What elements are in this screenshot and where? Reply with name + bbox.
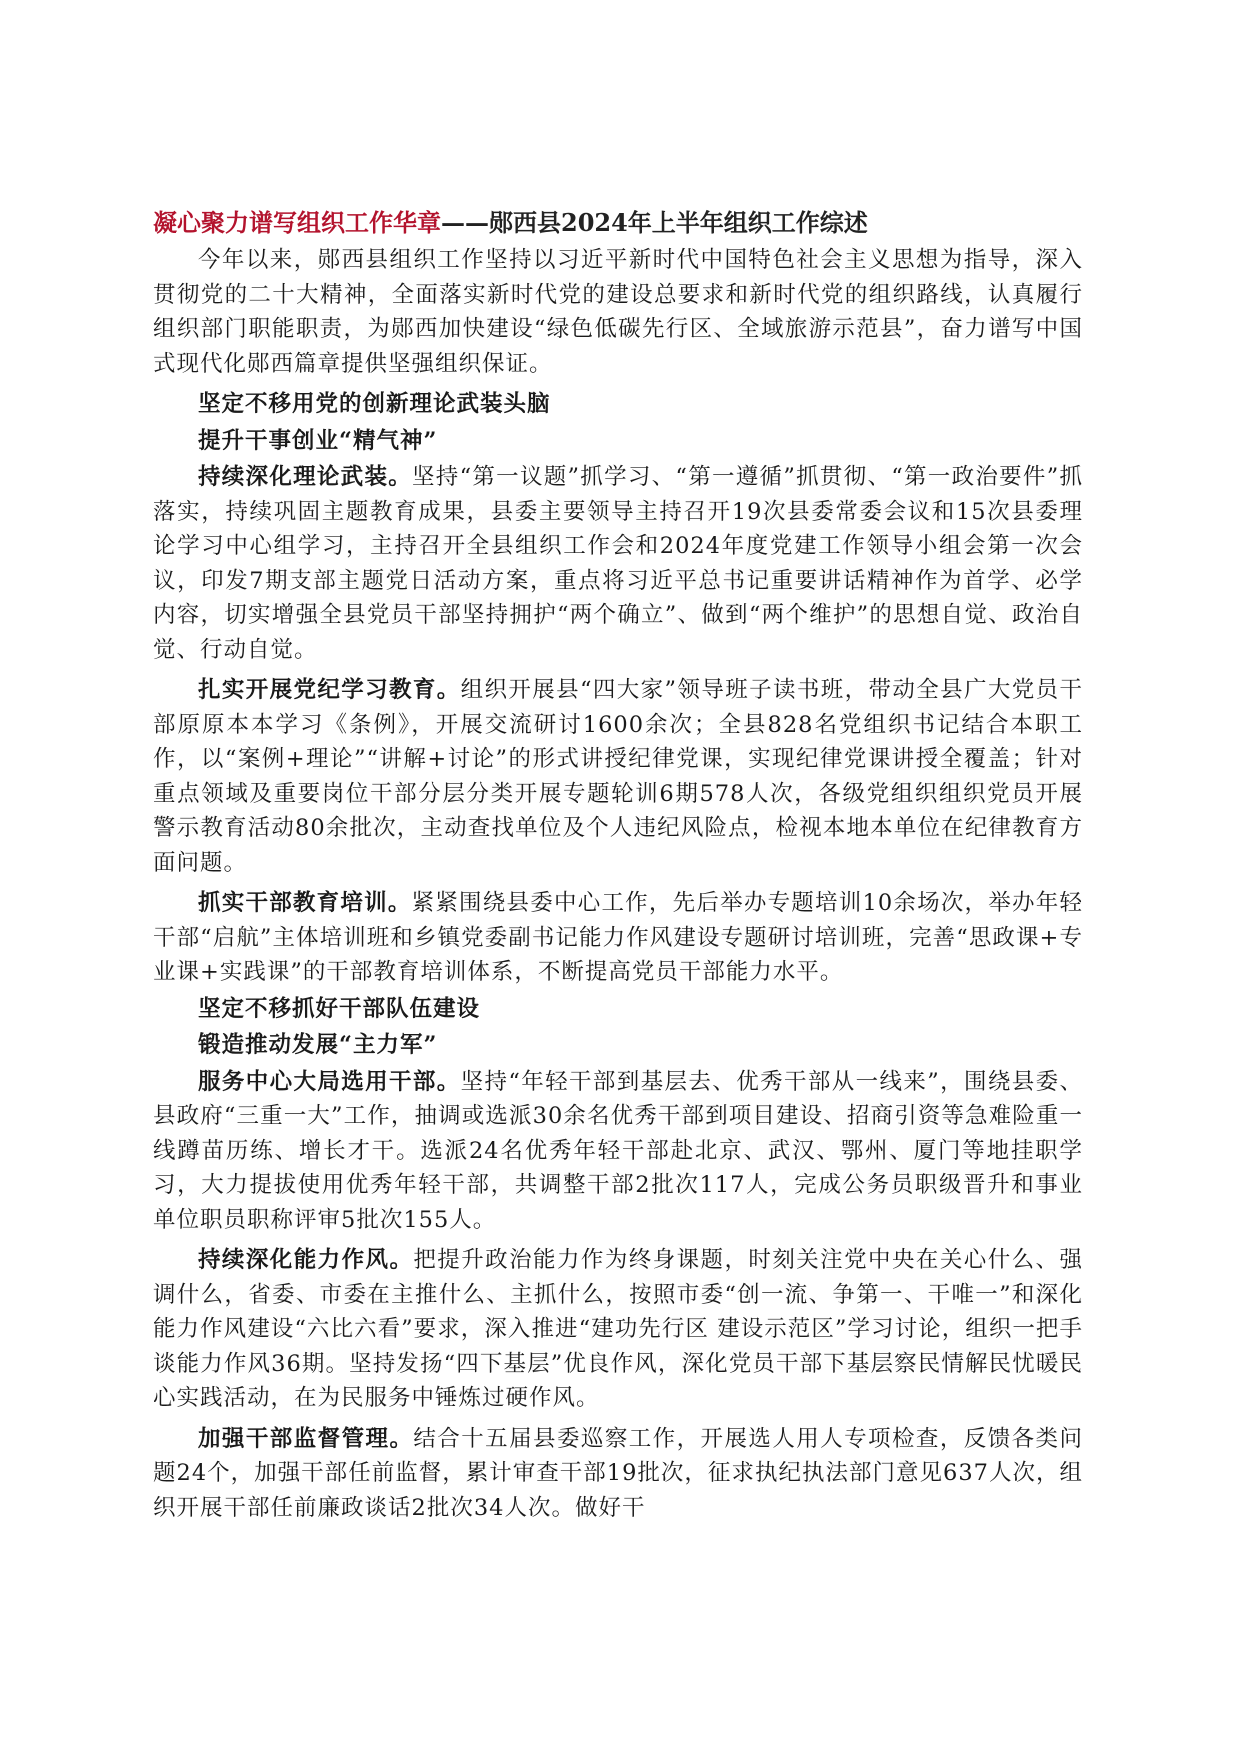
paragraph-lead: 加强干部监督管理。 xyxy=(198,1425,414,1452)
paragraph-body: 组织开展县“四大家”领导班子读书班，带动全县广大党员干部原原本本学习《条例》，开展交流研讨1600余次；全县828名党组织书记结合本职工作，以“案例+理论”“讲解+讨论”的形式讲授纪律党课，实现纪律党课讲授全覆盖；针对重点领域及重要岗位干部分层分类开展专题轮训6期578人次，各级党组织组织党员开展警示教育活动80余批次，主动查找单位及个人违纪风险点，检视本地本单位在纪律教育方面问题。 xyxy=(153,677,1083,876)
article-body xyxy=(153,205,1083,1525)
paragraph-lead: 持续深化能力作风。 xyxy=(198,1247,414,1273)
section1-paragraph-2 xyxy=(153,673,1083,880)
paragraph-body: 坚持“年轻干部到基层去、优秀干部从一线来”，围绕县委、县政府“三重一大”工作，抽调或选派30余名优秀干部到项目建设、招商引资等急难险重一线蹲苗历练、增长才干。选派24名优秀年轻干部赴北京、武汉、鄂州、厦门等地挂职学习，大力提拔使用优秀年轻干部，共调整干部2批次117人，完成公务员职级晋升和事业单位职员职称评审5批次155人。 xyxy=(153,1068,1083,1233)
section2-paragraph-2 xyxy=(153,1243,1083,1416)
title-main: 凝心聚力谱写组织工作华章 xyxy=(153,208,441,237)
paragraph-body: 结合十五届县委巡察工作，开展选人用人专项检查，反馈各类问题24个，加强干部任前监督，累计审查干部19批次，征求执纪执法部门意见637人次，组织开展干部任前廉政谈话2批次34人次。做好干 xyxy=(153,1425,1083,1521)
paragraph-body: 把提升政治能力作为终身课题，时刻关注党中央在关心什么、强调什么，省委、市委在主推什么、主抓什么，按照市委“创一流、争第一、干唯一”和深化能力作风建设“六比六看”要求，深入推进“建功先行区 建设示范区”学习讨论，组织一把手谈能力作风36期。坚持发扬“四下基层”优良作风，深化党员干部下基层察民情解民忧暖民心实践活动，在为民服务中锤炼过硬作风。 xyxy=(153,1247,1083,1411)
paragraph-body: 坚持“第一议题”抓学习、“第一遵循”抓贯彻、“第一政治要件”抓落实，持续巩固主题教育成果，县委主要领导主持召开19次县委常委会议和15次县委理论学习中心组学习，主持召开全县组织工作会和2024年度党建工作领导小组会第一次会议，印发7期支部主题党日活动方案，重点将习近平总书记重要讲话精神作为首学、必学内容，切实增强全县党员干部坚持拥护“两个确立”、做到“两个维护”的思想自觉、政治自觉、行动自觉。 xyxy=(153,464,1083,663)
section1-heading-2: 提升干事创业“精气神” xyxy=(198,427,438,454)
article-title xyxy=(153,205,1083,241)
paragraph-lead: 服务中心大局选用干部。 xyxy=(198,1068,461,1095)
paragraph-lead: 扎实开展党纪学习教育。 xyxy=(198,677,461,703)
section1-paragraph-3 xyxy=(153,886,1083,990)
section2-paragraph-1 xyxy=(153,1065,1083,1238)
paragraph-lead: 持续深化理论武装。 xyxy=(198,464,413,490)
section2-paragraph-3 xyxy=(153,1422,1083,1526)
section1-paragraph-1 xyxy=(153,460,1083,667)
title-sub: ——郧西县2024年上半年组织工作综述 xyxy=(441,208,868,237)
paragraph-lead: 抓实干部教育培训。 xyxy=(198,890,412,916)
intro-paragraph: 今年以来，郧西县组织工作坚持以习近平新时代中国特色社会主义思想为指导，深入贯彻党的二十大精神，全面落实新时代党的建设总要求和新时代党的组织路线，认真履行组织部门职能职责，为郧西加快建设“绿色低碳先行区、全域旅游示范县”，奋力谱写中国式现代化郧西篇章提供坚强组织保证。 xyxy=(153,247,1083,377)
section1-heading-1: 坚定不移用党的创新理论武装头脑 xyxy=(198,391,551,417)
section2-heading-1: 坚定不移抓好干部队伍建设 xyxy=(198,995,481,1022)
paragraph-body: 紧紧围绕县委中心工作，先后举办专题培训10余场次，举办年轻干部“启航”主体培训班和乡镇党委副书记能力作风建设专题研讨培训班，完善“思政课+专业课+实践课”的干部教育培训体系，不断提高党员干部能力水平。 xyxy=(153,890,1083,985)
section2-heading-2: 锻造推动发展“主力军” xyxy=(198,1032,438,1058)
